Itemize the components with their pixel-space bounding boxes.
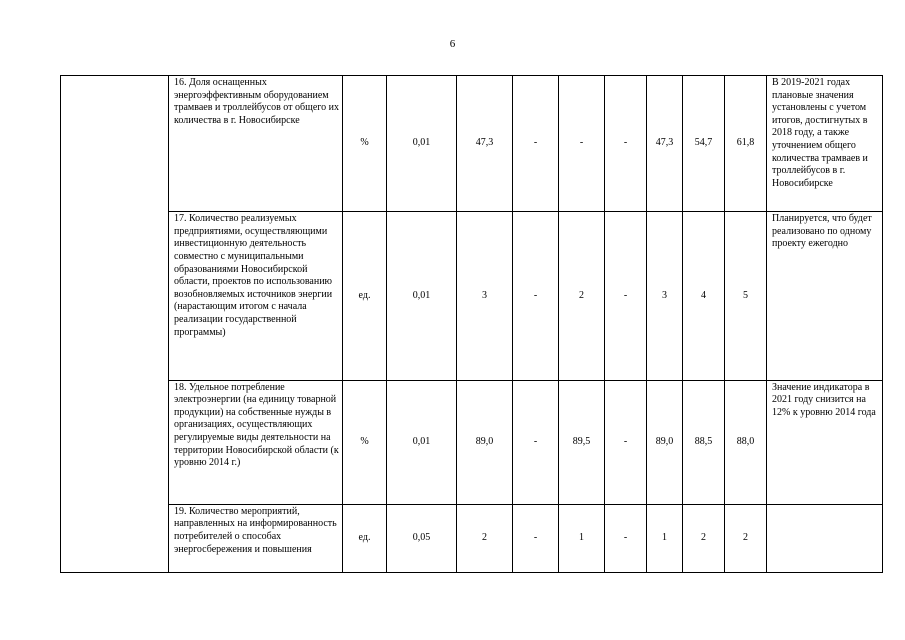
value-cell: 2 [725,504,767,572]
table-row [61,504,883,572]
value-cell: 2 [457,504,513,572]
value-cell: 47,3 [457,76,513,212]
note-cell: Планируется, что будет реализовано по одному проекту ежегодно [767,212,883,380]
value-cell: - [513,76,559,212]
note-cell: Значение индикатора в 2021 году снизится на 12% к уровню 2014 года [767,380,883,504]
value-cell: 2 [683,504,725,572]
value-cell: 3 [647,212,683,380]
note-cell: В 2019-2021 годах плановые значения установлены с учетом итогов, достигнутых в 2018 году, а также уточнением общего количества трамваев и троллейбусов в г. Новосибирске [767,76,883,212]
value-cell: 88,0 [725,380,767,504]
indicator-name: 16. Доля оснащенных энергоэффективным оборудованием трамваев и троллейбусов от общего их количества в г. Новосибирске [169,76,343,212]
value-cell: 5 [725,212,767,380]
weight-cell: 0,05 [387,504,457,572]
weight-cell: 0,01 [387,380,457,504]
value-cell: - [605,380,647,504]
value-cell: 89,0 [457,380,513,504]
value-cell: 89,0 [647,380,683,504]
unit-cell: % [343,380,387,504]
value-cell: - [605,212,647,380]
value-cell: 2 [559,212,605,380]
value-cell: 54,7 [683,76,725,212]
indicators-table [60,75,883,573]
table-row [61,76,883,212]
page-number: 6 [449,38,456,50]
value-cell: 1 [647,504,683,572]
value-cell: 3 [457,212,513,380]
value-cell: 47,3 [647,76,683,212]
value-cell: 4 [683,212,725,380]
value-cell: - [605,504,647,572]
table-row [61,212,883,380]
indicator-name: 17. Количество реализуемых предприятиями, осуществляющими инвестиционную деятельность совместно с муниципальными образованиями Новосибирской области, проектов по использованию возобновляемых источников энергии (нарастающим итогом с начала реализации государственной программы) [169,212,343,380]
unit-cell: ед. [343,212,387,380]
weight-cell: 0,01 [387,212,457,380]
unit-cell: ед. [343,504,387,572]
value-cell: 61,8 [725,76,767,212]
table-row [61,380,883,504]
value-cell: 1 [559,504,605,572]
value-cell: - [559,76,605,212]
value-cell: - [513,504,559,572]
value-cell: - [513,380,559,504]
value-cell: 89,5 [559,380,605,504]
unit-cell: % [343,76,387,212]
value-cell: 88,5 [683,380,725,504]
value-cell: - [605,76,647,212]
indicator-name: 18. Удельное потребление электроэнергии (на единицу товарной продукции) на собственные нужды в организациях, осуществляющих регулируемые виды деятельности на территории Новосибирской области (к уровню 2014 г.) [169,380,343,504]
program-goal-cell [61,76,169,573]
note-cell [767,504,883,572]
weight-cell: 0,01 [387,76,457,212]
value-cell: - [513,212,559,380]
indicator-name: 19. Количество мероприятий, направленных на информированность потребителей о способах энергосбережения и повышения [169,504,343,572]
